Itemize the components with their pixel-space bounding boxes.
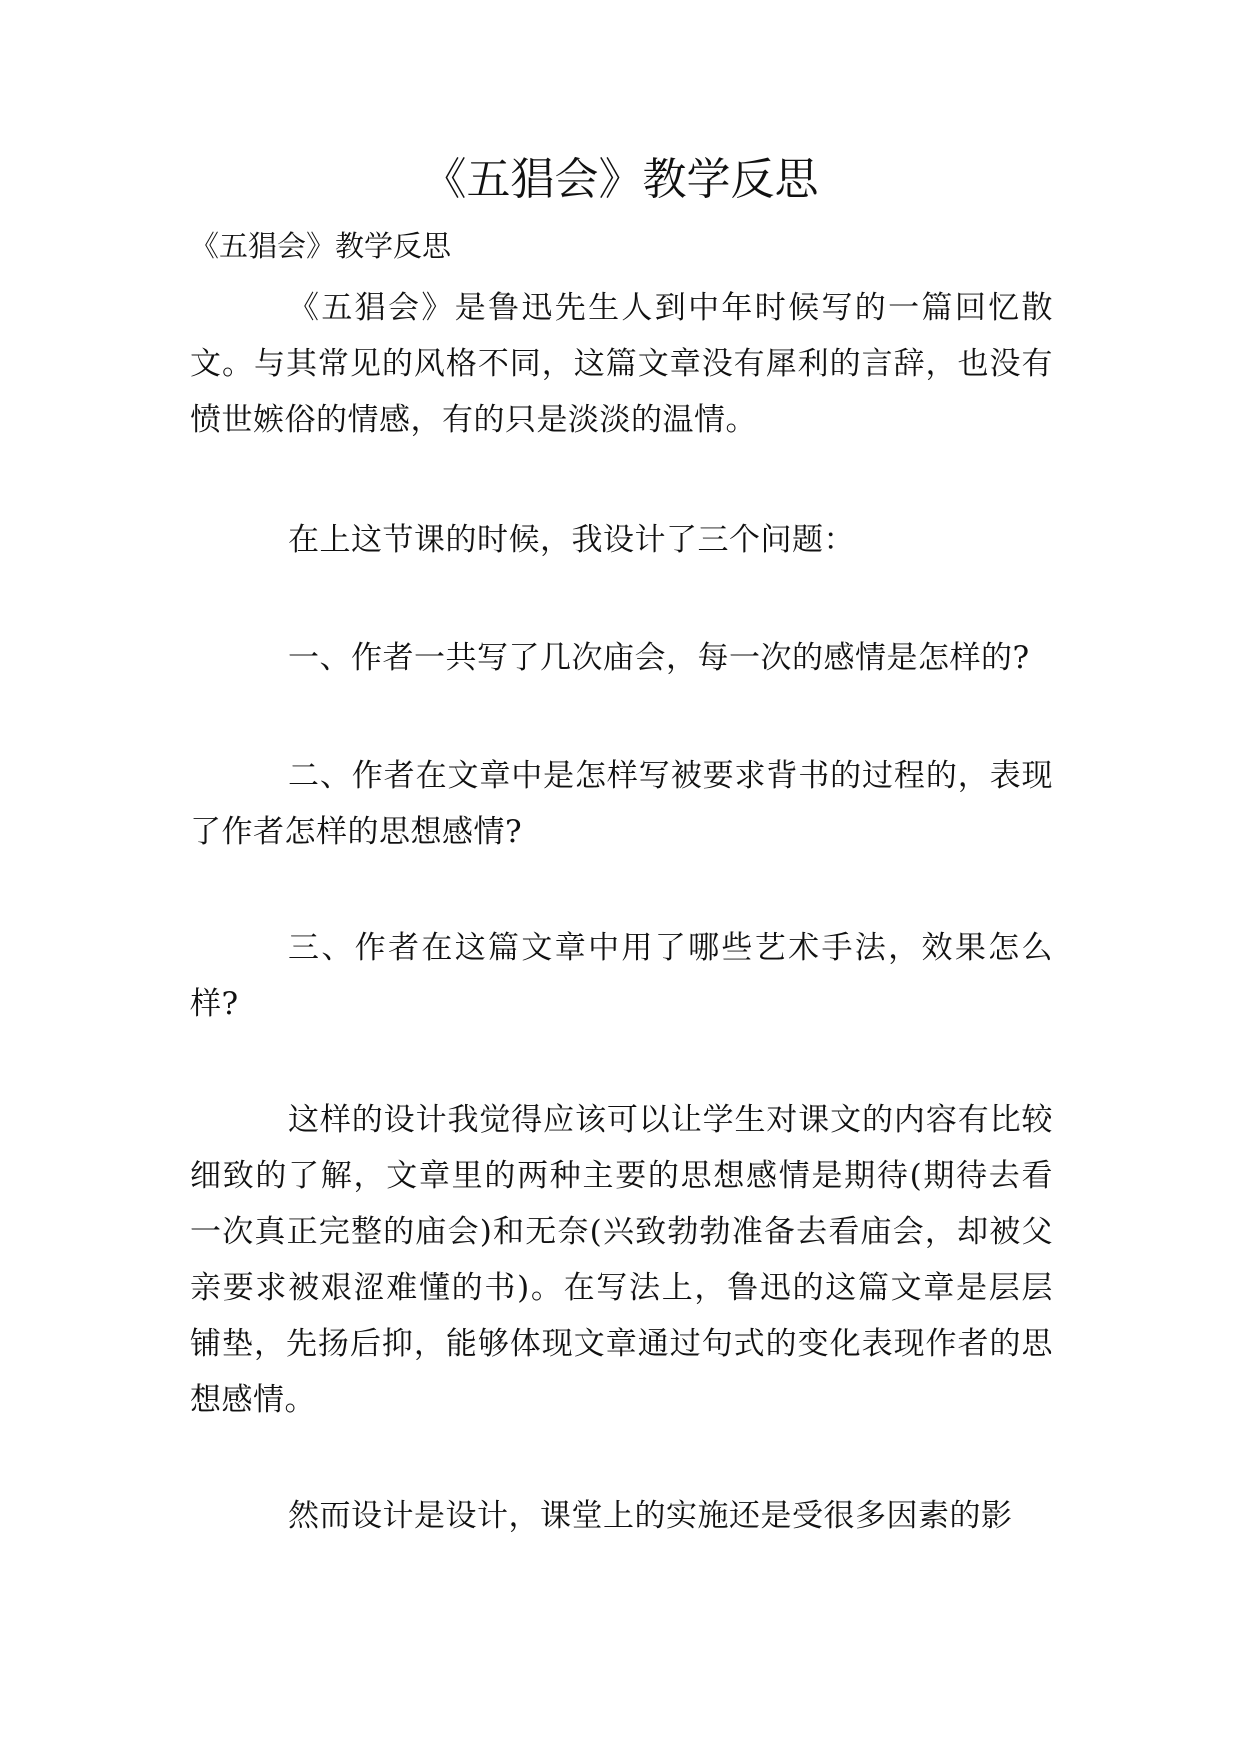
paragraph-question-2: 二、作者在文章中是怎样写被要求背书的过程的，表现了作者怎样的思想感情? (190, 758, 1053, 850)
paragraph-design-analysis: 这样的设计我觉得应该可以让学生对课文的内容有比较细致的了解，文章里的两种主要的思想感情是期待(期待去看一次真正完整的庙会)和无奈(兴致勃勃准备去看庙会，却被父亲要求被艰涩难懂的书)。在写法上，鲁迅的这篇文章是层层铺垫，先扬后抑，能够体现文章通过句式的变化表现作者的思想感情。 (190, 1102, 1053, 1418)
paragraph-questions-lead: 在上这节课的时候，我设计了三个问题： (288, 522, 855, 558)
paragraph-implementation: 然而设计是设计，课堂上的实施还是受很多因素的影 (288, 1498, 1013, 1534)
paragraph-intro: 《五猖会》是鲁迅先生人到中年时候写的一篇回忆散文。与其常见的风格不同，这篇文章没有犀利的言辞，也没有愤世嫉俗的情感，有的只是淡淡的温情。 (190, 290, 1053, 438)
document-title: 《五猖会》教学反思 (422, 154, 819, 205)
document-subtitle: 《五猖会》教学反思 (190, 229, 452, 263)
paragraph-question-3: 三、作者在这篇文章中用了哪些艺术手法，效果怎么样? (190, 930, 1053, 1022)
paragraph-question-1: 一、作者一共写了几次庙会，每一次的感情是怎样的? (288, 640, 1030, 676)
